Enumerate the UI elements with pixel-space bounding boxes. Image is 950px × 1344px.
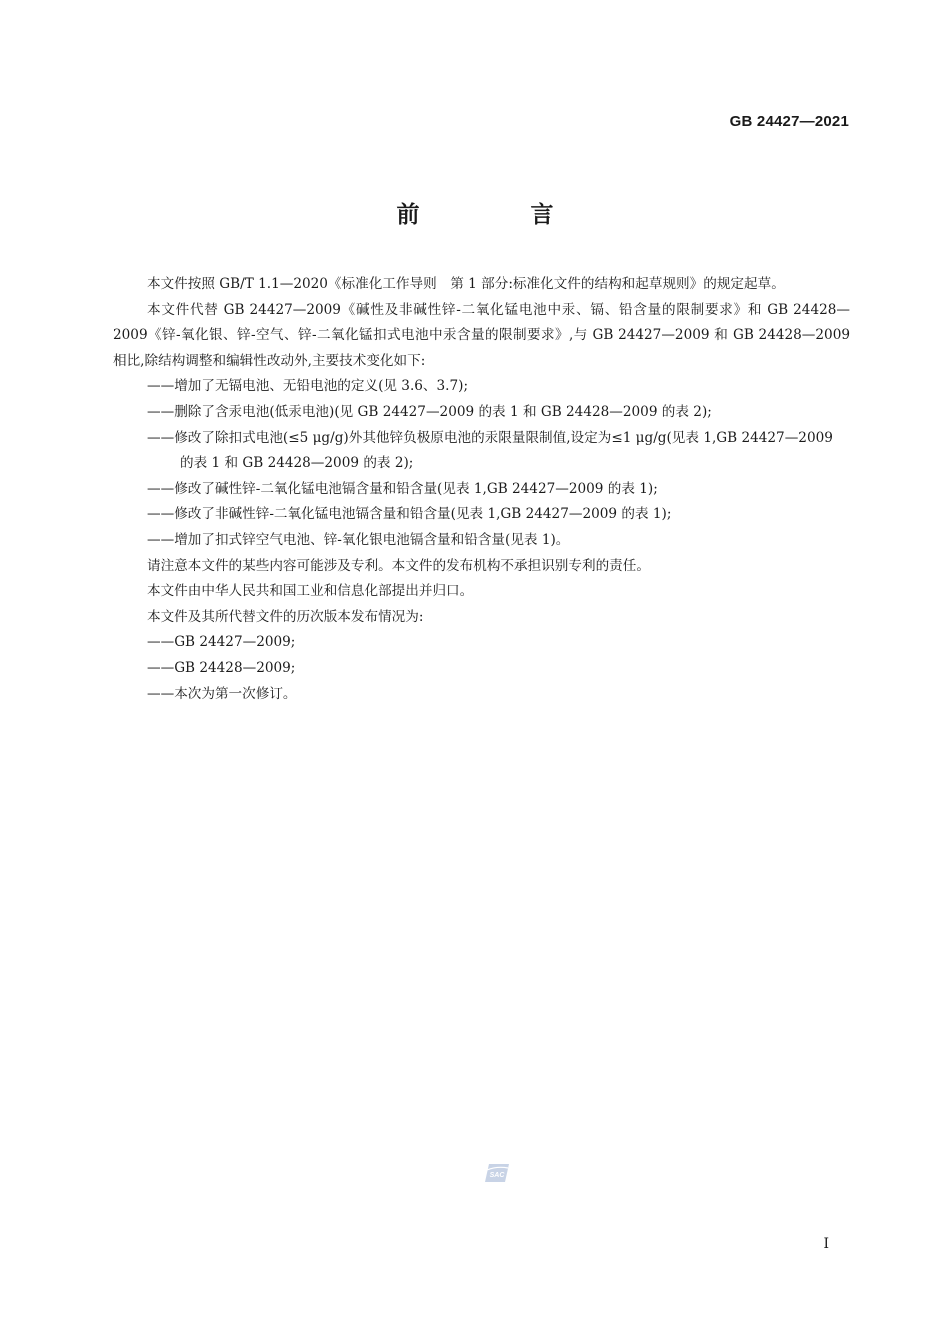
paragraph-replacement: 本文件代替 GB 24427—2009《碱性及非碱性锌-二氧化锰电池中汞、镉、铅含量的限制要求》和 GB 24428—2009《锌-氧化银、锌-空气、锌-二氧化锰扣式电池中汞含量的限制要求》,与 GB 24427—2009 和 GB 24428—2009 相比,除结构调整和编辑性改动外,主要技术变化如下: <box>113 301 850 369</box>
svg-text:SAC: SAC <box>489 1172 505 1179</box>
change-item-6: ——增加了扣式锌空气电池、锌-氧化银电池镉含量和铅含量(见表 1)。 <box>147 531 570 548</box>
paragraph-drafting-rules: 本文件按照 GB/T 1.1—2020《标准化工作导则 第 1 部分:标准化文件的结构和起草规则》的规定起草。 <box>147 276 785 292</box>
change-item-5: ——修改了非碱性锌-二氧化锰电池镉含量和铅含量(见表 1,GB 24427—2009 的表 1); <box>147 506 672 523</box>
paragraph-patent-notice: 请注意本文件的某些内容可能涉及专利。本文件的发布机构不承担识别专利的责任。 <box>147 557 650 574</box>
change-item-1: ——增加了无镉电池、无铅电池的定义(见 3.6、3.7); <box>147 378 469 395</box>
foreword-body <box>113 272 850 707</box>
change-item-3: ——修改了除扣式电池(≤5 μg/g)外其他锌负极原电池的汞限量限制值,设定为≤1 μg/g(见表 1,GB 24427—2009 的表 1 和 GB 24428—2009 的表 2); <box>147 429 833 472</box>
page-number: I <box>823 1236 829 1252</box>
history-item-2: ——GB 24428—2009; <box>147 659 296 676</box>
change-item-4: ——修改了碱性锌-二氧化锰电池镉含量和铅含量(见表 1,GB 24427—2009 的表 1); <box>147 480 658 497</box>
change-item-2: ——删除了含汞电池(低汞电池)(见 GB 24427—2009 的表 1 和 GB 24428—2009 的表 2); <box>147 403 712 420</box>
standard-code: GB 24427—2021 <box>729 113 849 130</box>
paragraph-proposer: 本文件由中华人民共和国工业和信息化部提出并归口。 <box>147 583 474 600</box>
history-item-1: ——GB 24427—2009; <box>147 634 296 651</box>
history-item-3: ——本次为第一次修订。 <box>147 685 297 702</box>
page-title: 前 言 <box>396 202 598 228</box>
paragraph-history-intro: 本文件及其所代替文件的历次版本发布情况为: <box>147 608 424 625</box>
sac-logo-watermark <box>483 1162 511 1184</box>
